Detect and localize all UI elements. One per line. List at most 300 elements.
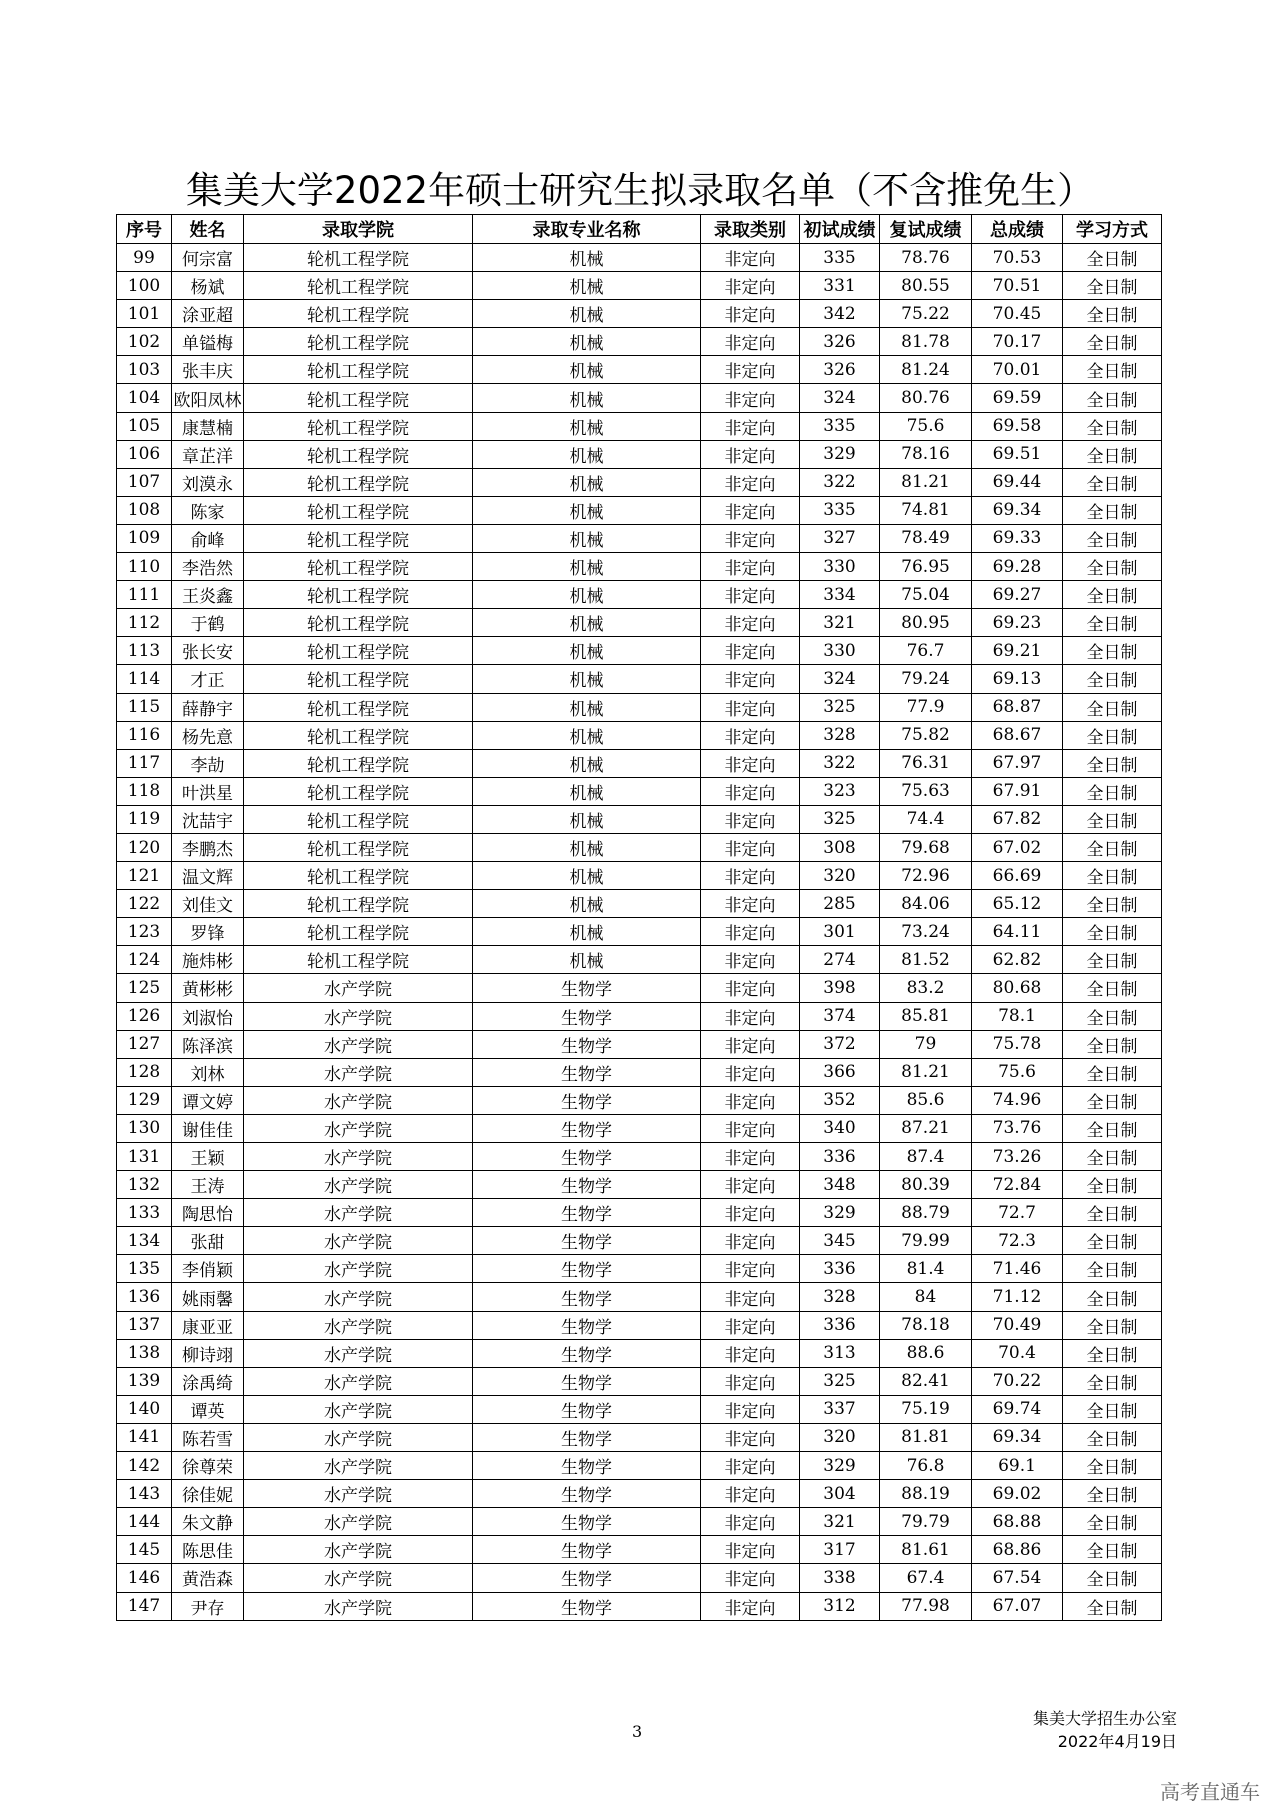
- cell-study-mode: 全日制: [1063, 384, 1162, 412]
- cell-prelim-score: 330: [800, 553, 880, 581]
- cell-college: 水产学院: [244, 1143, 473, 1171]
- cell-prelim-score: 374: [800, 1002, 880, 1030]
- header-study-mode: 学习方式: [1063, 215, 1162, 244]
- cell-study-mode: 全日制: [1063, 862, 1162, 890]
- cell-seq: 114: [117, 665, 172, 693]
- cell-name: 李劼: [172, 749, 244, 777]
- cell-prelim-score: 322: [800, 468, 880, 496]
- cell-major: 机械: [473, 553, 701, 581]
- table-row: [117, 946, 1162, 974]
- table-row: [117, 918, 1162, 946]
- cell-category: 非定向: [701, 721, 800, 749]
- cell-prelim-score: 348: [800, 1171, 880, 1199]
- cell-college: 水产学院: [244, 1058, 473, 1086]
- cell-total-score: 70.01: [972, 356, 1063, 384]
- cell-major: 机械: [473, 412, 701, 440]
- cell-name: 陶思怡: [172, 1199, 244, 1227]
- cell-total-score: 75.78: [972, 1030, 1063, 1058]
- cell-study-mode: 全日制: [1063, 1143, 1162, 1171]
- table-row: [117, 356, 1162, 384]
- cell-seq: 107: [117, 468, 172, 496]
- table-row: [117, 1311, 1162, 1339]
- cell-prelim-score: 320: [800, 1423, 880, 1451]
- cell-seq: 130: [117, 1114, 172, 1142]
- cell-major: 机械: [473, 777, 701, 805]
- cell-total-score: 70.51: [972, 272, 1063, 300]
- cell-seq: 117: [117, 749, 172, 777]
- cell-study-mode: 全日制: [1063, 1058, 1162, 1086]
- cell-total-score: 69.27: [972, 581, 1063, 609]
- cell-seq: 138: [117, 1339, 172, 1367]
- table-row: [117, 1339, 1162, 1367]
- cell-total-score: 62.82: [972, 946, 1063, 974]
- cell-study-mode: 全日制: [1063, 1339, 1162, 1367]
- cell-major: 生物学: [473, 1283, 701, 1311]
- cell-category: 非定向: [701, 272, 800, 300]
- cell-total-score: 70.4: [972, 1339, 1063, 1367]
- cell-total-score: 71.46: [972, 1255, 1063, 1283]
- cell-seq: 100: [117, 272, 172, 300]
- cell-name: 张丰庆: [172, 356, 244, 384]
- table-row: [117, 862, 1162, 890]
- cell-study-mode: 全日制: [1063, 300, 1162, 328]
- cell-retest-score: 88.79: [880, 1199, 972, 1227]
- cell-retest-score: 79: [880, 1030, 972, 1058]
- cell-total-score: 66.69: [972, 862, 1063, 890]
- cell-name: 罗锋: [172, 918, 244, 946]
- cell-seq: 122: [117, 890, 172, 918]
- cell-prelim-score: 324: [800, 665, 880, 693]
- cell-major: 生物学: [473, 1311, 701, 1339]
- cell-retest-score: 85.6: [880, 1086, 972, 1114]
- cell-major: 机械: [473, 693, 701, 721]
- cell-total-score: 69.13: [972, 665, 1063, 693]
- cell-major: 生物学: [473, 1114, 701, 1142]
- cell-college: 水产学院: [244, 1339, 473, 1367]
- cell-prelim-score: 274: [800, 946, 880, 974]
- table-row: [117, 300, 1162, 328]
- cell-total-score: 75.6: [972, 1058, 1063, 1086]
- cell-college: 水产学院: [244, 1002, 473, 1030]
- cell-prelim-score: 352: [800, 1086, 880, 1114]
- cell-seq: 105: [117, 412, 172, 440]
- table-row: [117, 1283, 1162, 1311]
- cell-name: 陈思佳: [172, 1536, 244, 1564]
- cell-category: 非定向: [701, 1283, 800, 1311]
- cell-total-score: 69.21: [972, 637, 1063, 665]
- cell-prelim-score: 329: [800, 1452, 880, 1480]
- cell-category: 非定向: [701, 1199, 800, 1227]
- cell-total-score: 78.1: [972, 1002, 1063, 1030]
- cell-seq: 110: [117, 553, 172, 581]
- cell-category: 非定向: [701, 1564, 800, 1592]
- cell-prelim-score: 325: [800, 1367, 880, 1395]
- cell-name: 姚雨馨: [172, 1283, 244, 1311]
- cell-seq: 144: [117, 1508, 172, 1536]
- cell-name: 涂亚超: [172, 300, 244, 328]
- cell-college: 水产学院: [244, 1564, 473, 1592]
- cell-study-mode: 全日制: [1063, 833, 1162, 861]
- cell-retest-score: 75.04: [880, 581, 972, 609]
- cell-retest-score: 85.81: [880, 1002, 972, 1030]
- cell-major: 机械: [473, 300, 701, 328]
- cell-name: 才正: [172, 665, 244, 693]
- cell-seq: 121: [117, 862, 172, 890]
- cell-name: 柳诗翊: [172, 1339, 244, 1367]
- cell-study-mode: 全日制: [1063, 946, 1162, 974]
- cell-retest-score: 80.55: [880, 272, 972, 300]
- cell-seq: 129: [117, 1086, 172, 1114]
- cell-study-mode: 全日制: [1063, 1171, 1162, 1199]
- table-row: [117, 1395, 1162, 1423]
- cell-college: 轮机工程学院: [244, 328, 473, 356]
- cell-seq: 131: [117, 1143, 172, 1171]
- cell-prelim-score: 308: [800, 833, 880, 861]
- cell-total-score: 74.96: [972, 1086, 1063, 1114]
- cell-college: 轮机工程学院: [244, 665, 473, 693]
- cell-category: 非定向: [701, 356, 800, 384]
- cell-prelim-score: 323: [800, 777, 880, 805]
- cell-seq: 123: [117, 918, 172, 946]
- cell-prelim-score: 313: [800, 1339, 880, 1367]
- cell-name: 杨斌: [172, 272, 244, 300]
- header-seq: 序号: [117, 215, 172, 244]
- cell-study-mode: 全日制: [1063, 1114, 1162, 1142]
- cell-major: 生物学: [473, 1143, 701, 1171]
- cell-college: 轮机工程学院: [244, 777, 473, 805]
- cell-category: 非定向: [701, 1171, 800, 1199]
- cell-total-score: 70.45: [972, 300, 1063, 328]
- cell-seq: 120: [117, 833, 172, 861]
- header-college: 录取学院: [244, 215, 473, 244]
- table-row: [117, 1143, 1162, 1171]
- cell-study-mode: 全日制: [1063, 665, 1162, 693]
- cell-major: 生物学: [473, 1395, 701, 1423]
- cell-name: 陈家: [172, 496, 244, 524]
- cell-total-score: 64.11: [972, 918, 1063, 946]
- cell-major: 生物学: [473, 1255, 701, 1283]
- cell-name: 于鹤: [172, 609, 244, 637]
- cell-seq: 128: [117, 1058, 172, 1086]
- cell-seq: 102: [117, 328, 172, 356]
- cell-study-mode: 全日制: [1063, 1367, 1162, 1395]
- cell-category: 非定向: [701, 1255, 800, 1283]
- cell-college: 水产学院: [244, 1592, 473, 1620]
- cell-name: 刘漠永: [172, 468, 244, 496]
- cell-category: 非定向: [701, 805, 800, 833]
- cell-major: 机械: [473, 721, 701, 749]
- cell-category: 非定向: [701, 1114, 800, 1142]
- cell-total-score: 70.53: [972, 244, 1063, 272]
- cell-college: 水产学院: [244, 1086, 473, 1114]
- cell-retest-score: 79.99: [880, 1227, 972, 1255]
- cell-category: 非定向: [701, 384, 800, 412]
- cell-seq: 135: [117, 1255, 172, 1283]
- cell-seq: 116: [117, 721, 172, 749]
- header-category: 录取类别: [701, 215, 800, 244]
- cell-prelim-score: 340: [800, 1114, 880, 1142]
- cell-major: 生物学: [473, 1030, 701, 1058]
- cell-major: 机械: [473, 328, 701, 356]
- table-row: [117, 1255, 1162, 1283]
- cell-name: 俞峰: [172, 524, 244, 552]
- table-row: [117, 665, 1162, 693]
- table-row: [117, 1058, 1162, 1086]
- cell-college: 轮机工程学院: [244, 412, 473, 440]
- cell-name: 朱文静: [172, 1508, 244, 1536]
- cell-category: 非定向: [701, 1508, 800, 1536]
- cell-name: 王颖: [172, 1143, 244, 1171]
- cell-total-score: 70.49: [972, 1311, 1063, 1339]
- cell-name: 徐佳妮: [172, 1480, 244, 1508]
- cell-category: 非定向: [701, 1367, 800, 1395]
- cell-study-mode: 全日制: [1063, 1255, 1162, 1283]
- cell-category: 非定向: [701, 777, 800, 805]
- cell-study-mode: 全日制: [1063, 412, 1162, 440]
- cell-total-score: 67.82: [972, 805, 1063, 833]
- cell-retest-score: 76.7: [880, 637, 972, 665]
- cell-study-mode: 全日制: [1063, 749, 1162, 777]
- cell-college: 轮机工程学院: [244, 918, 473, 946]
- cell-college: 水产学院: [244, 1227, 473, 1255]
- table-row: [117, 440, 1162, 468]
- table-row: [117, 412, 1162, 440]
- cell-total-score: 72.84: [972, 1171, 1063, 1199]
- cell-seq: 108: [117, 496, 172, 524]
- cell-category: 非定向: [701, 1480, 800, 1508]
- cell-retest-score: 80.95: [880, 609, 972, 637]
- cell-retest-score: 80.76: [880, 384, 972, 412]
- cell-retest-score: 67.4: [880, 1564, 972, 1592]
- cell-major: 机械: [473, 384, 701, 412]
- cell-total-score: 69.23: [972, 609, 1063, 637]
- cell-total-score: 67.91: [972, 777, 1063, 805]
- table-row: [117, 805, 1162, 833]
- cell-total-score: 73.76: [972, 1114, 1063, 1142]
- cell-retest-score: 84: [880, 1283, 972, 1311]
- table-row: [117, 1199, 1162, 1227]
- page-number: 3: [632, 1722, 643, 1741]
- table-body: [117, 244, 1162, 1621]
- cell-total-score: 69.34: [972, 496, 1063, 524]
- cell-college: 轮机工程学院: [244, 693, 473, 721]
- cell-college: 轮机工程学院: [244, 749, 473, 777]
- cell-study-mode: 全日制: [1063, 1508, 1162, 1536]
- cell-category: 非定向: [701, 665, 800, 693]
- footer-office: 集美大学招生办公室: [1032, 1709, 1177, 1728]
- cell-college: 轮机工程学院: [244, 356, 473, 384]
- cell-prelim-score: 345: [800, 1227, 880, 1255]
- cell-retest-score: 76.31: [880, 749, 972, 777]
- table-row: [117, 1536, 1162, 1564]
- table-row: [117, 1002, 1162, 1030]
- table-row: [117, 721, 1162, 749]
- cell-category: 非定向: [701, 496, 800, 524]
- cell-retest-score: 81.21: [880, 1058, 972, 1086]
- cell-study-mode: 全日制: [1063, 609, 1162, 637]
- cell-category: 非定向: [701, 553, 800, 581]
- cell-name: 章芷洋: [172, 440, 244, 468]
- cell-retest-score: 79.79: [880, 1508, 972, 1536]
- cell-study-mode: 全日制: [1063, 777, 1162, 805]
- cell-category: 非定向: [701, 1452, 800, 1480]
- table-row: [117, 609, 1162, 637]
- cell-college: 水产学院: [244, 1114, 473, 1142]
- cell-prelim-score: 301: [800, 918, 880, 946]
- cell-seq: 106: [117, 440, 172, 468]
- cell-name: 康慧楠: [172, 412, 244, 440]
- cell-retest-score: 81.78: [880, 328, 972, 356]
- cell-seq: 136: [117, 1283, 172, 1311]
- cell-major: 生物学: [473, 1227, 701, 1255]
- cell-study-mode: 全日制: [1063, 553, 1162, 581]
- cell-prelim-score: 328: [800, 721, 880, 749]
- cell-total-score: 72.7: [972, 1199, 1063, 1227]
- cell-category: 非定向: [701, 524, 800, 552]
- cell-prelim-score: 327: [800, 524, 880, 552]
- cell-retest-score: 77.98: [880, 1592, 972, 1620]
- cell-name: 陈若雪: [172, 1423, 244, 1451]
- table-row: [117, 777, 1162, 805]
- cell-total-score: 65.12: [972, 890, 1063, 918]
- cell-study-mode: 全日制: [1063, 1564, 1162, 1592]
- cell-prelim-score: 324: [800, 384, 880, 412]
- cell-major: 机械: [473, 890, 701, 918]
- cell-category: 非定向: [701, 300, 800, 328]
- cell-major: 机械: [473, 946, 701, 974]
- cell-total-score: 72.3: [972, 1227, 1063, 1255]
- cell-college: 水产学院: [244, 1199, 473, 1227]
- cell-retest-score: 79.24: [880, 665, 972, 693]
- cell-retest-score: 81.24: [880, 356, 972, 384]
- cell-college: 轮机工程学院: [244, 272, 473, 300]
- cell-college: 轮机工程学院: [244, 805, 473, 833]
- cell-prelim-score: 325: [800, 805, 880, 833]
- cell-retest-score: 75.82: [880, 721, 972, 749]
- cell-prelim-score: 322: [800, 749, 880, 777]
- cell-study-mode: 全日制: [1063, 1452, 1162, 1480]
- cell-category: 非定向: [701, 1086, 800, 1114]
- cell-college: 水产学院: [244, 1480, 473, 1508]
- cell-name: 刘佳文: [172, 890, 244, 918]
- cell-total-score: 69.58: [972, 412, 1063, 440]
- cell-retest-score: 72.96: [880, 862, 972, 890]
- cell-study-mode: 全日制: [1063, 1002, 1162, 1030]
- cell-name: 施炜彬: [172, 946, 244, 974]
- cell-prelim-score: 329: [800, 1199, 880, 1227]
- cell-retest-score: 76.95: [880, 553, 972, 581]
- cell-seq: 119: [117, 805, 172, 833]
- cell-category: 非定向: [701, 1058, 800, 1086]
- cell-category: 非定向: [701, 412, 800, 440]
- cell-college: 水产学院: [244, 1452, 473, 1480]
- cell-college: 轮机工程学院: [244, 637, 473, 665]
- cell-prelim-score: 329: [800, 440, 880, 468]
- cell-prelim-score: 398: [800, 974, 880, 1002]
- cell-seq: 145: [117, 1536, 172, 1564]
- cell-category: 非定向: [701, 890, 800, 918]
- cell-study-mode: 全日制: [1063, 1311, 1162, 1339]
- cell-name: 李鹏杰: [172, 833, 244, 861]
- header-retest-score: 复试成绩: [880, 215, 972, 244]
- cell-retest-score: 81.4: [880, 1255, 972, 1283]
- cell-name: 陈泽滨: [172, 1030, 244, 1058]
- cell-major: 生物学: [473, 1480, 701, 1508]
- cell-total-score: 68.86: [972, 1536, 1063, 1564]
- cell-retest-score: 75.19: [880, 1395, 972, 1423]
- cell-study-mode: 全日制: [1063, 918, 1162, 946]
- cell-college: 水产学院: [244, 1508, 473, 1536]
- cell-name: 谭英: [172, 1395, 244, 1423]
- cell-study-mode: 全日制: [1063, 1480, 1162, 1508]
- cell-college: 水产学院: [244, 1395, 473, 1423]
- cell-name: 张长安: [172, 637, 244, 665]
- cell-category: 非定向: [701, 1143, 800, 1171]
- cell-prelim-score: 338: [800, 1564, 880, 1592]
- cell-name: 涂禹绮: [172, 1367, 244, 1395]
- cell-retest-score: 88.6: [880, 1339, 972, 1367]
- cell-college: 轮机工程学院: [244, 721, 473, 749]
- cell-study-mode: 全日制: [1063, 468, 1162, 496]
- cell-major: 生物学: [473, 1564, 701, 1592]
- cell-study-mode: 全日制: [1063, 721, 1162, 749]
- cell-major: 机械: [473, 496, 701, 524]
- cell-category: 非定向: [701, 244, 800, 272]
- cell-college: 水产学院: [244, 974, 473, 1002]
- cell-college: 轮机工程学院: [244, 524, 473, 552]
- cell-total-score: 69.28: [972, 553, 1063, 581]
- cell-seq: 103: [117, 356, 172, 384]
- cell-prelim-score: 312: [800, 1592, 880, 1620]
- header-total-score: 总成绩: [972, 215, 1063, 244]
- table-row: [117, 1564, 1162, 1592]
- cell-prelim-score: 366: [800, 1058, 880, 1086]
- cell-category: 非定向: [701, 974, 800, 1002]
- table-row: [117, 974, 1162, 1002]
- cell-retest-score: 81.52: [880, 946, 972, 974]
- cell-total-score: 67.02: [972, 833, 1063, 861]
- cell-prelim-score: 285: [800, 890, 880, 918]
- cell-category: 非定向: [701, 918, 800, 946]
- cell-retest-score: 81.81: [880, 1423, 972, 1451]
- watermark: 高考直通车: [1160, 1780, 1260, 1804]
- cell-study-mode: 全日制: [1063, 244, 1162, 272]
- header-name: 姓名: [172, 215, 244, 244]
- cell-major: 机械: [473, 862, 701, 890]
- table-row: [117, 272, 1162, 300]
- cell-major: 机械: [473, 833, 701, 861]
- cell-retest-score: 87.21: [880, 1114, 972, 1142]
- cell-study-mode: 全日制: [1063, 1395, 1162, 1423]
- table-row: [117, 244, 1162, 272]
- cell-study-mode: 全日制: [1063, 890, 1162, 918]
- cell-seq: 109: [117, 524, 172, 552]
- cell-study-mode: 全日制: [1063, 524, 1162, 552]
- header-prelim-score: 初试成绩: [800, 215, 880, 244]
- cell-prelim-score: 320: [800, 862, 880, 890]
- cell-college: 轮机工程学院: [244, 468, 473, 496]
- cell-prelim-score: 336: [800, 1143, 880, 1171]
- cell-total-score: 69.33: [972, 524, 1063, 552]
- cell-retest-score: 82.41: [880, 1367, 972, 1395]
- table-row: [117, 1030, 1162, 1058]
- cell-category: 非定向: [701, 1395, 800, 1423]
- cell-major: 生物学: [473, 1592, 701, 1620]
- cell-total-score: 68.67: [972, 721, 1063, 749]
- cell-study-mode: 全日制: [1063, 1592, 1162, 1620]
- cell-study-mode: 全日制: [1063, 496, 1162, 524]
- cell-prelim-score: 321: [800, 609, 880, 637]
